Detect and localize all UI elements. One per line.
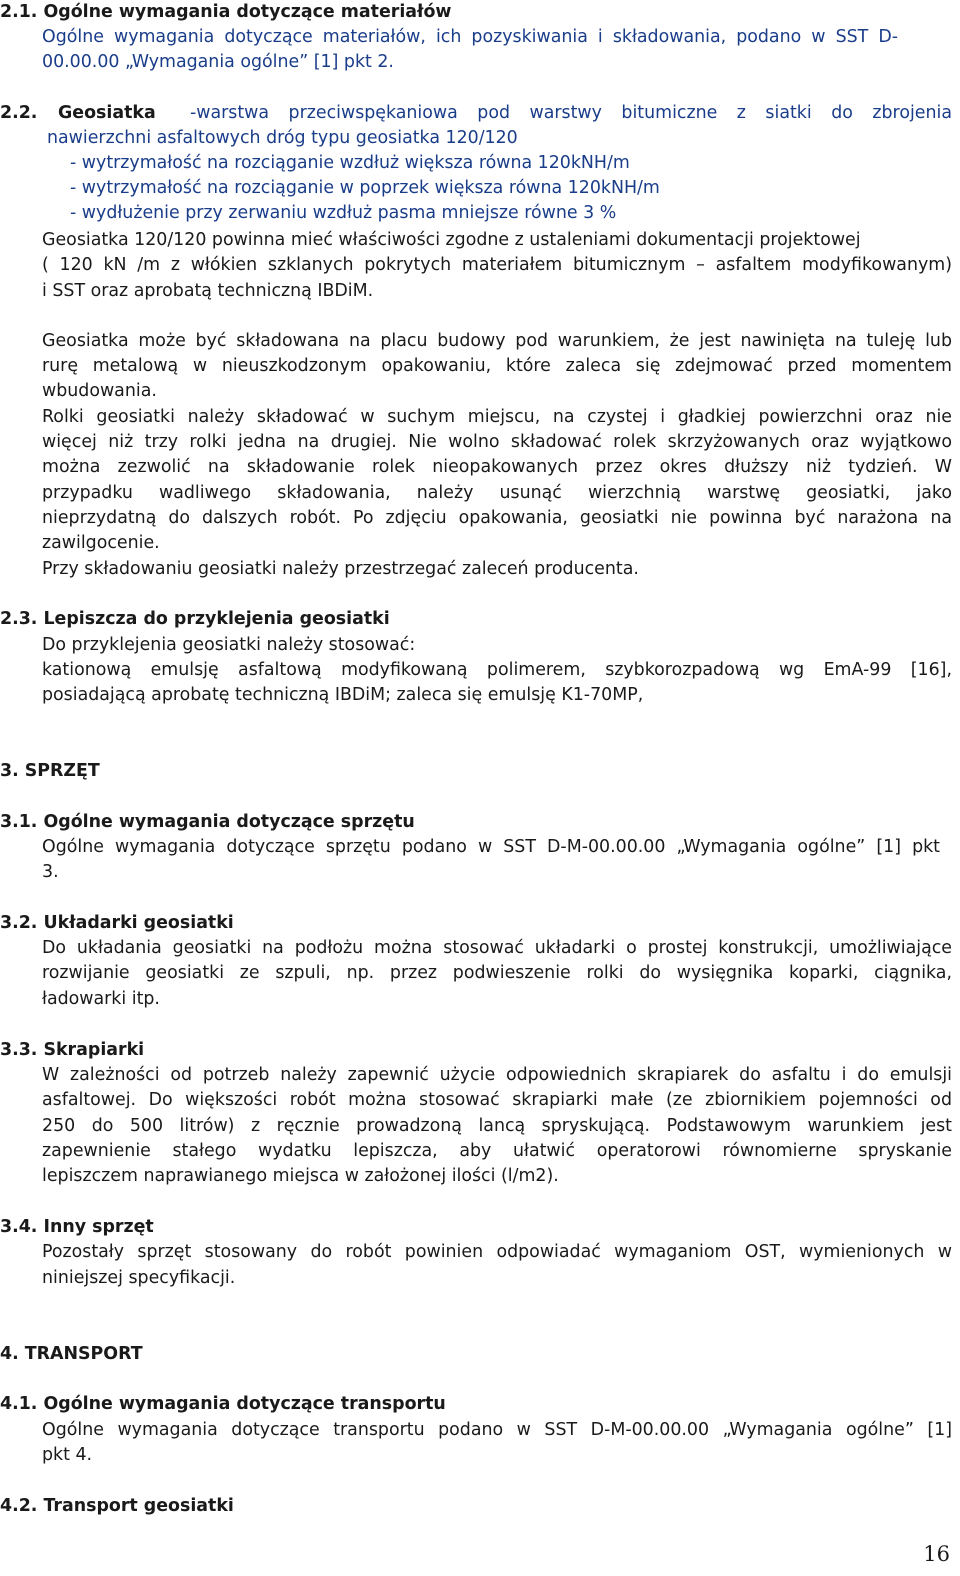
storage-paragraph-line: wbudowania. [42, 381, 157, 401]
section-4-2-heading: 4.2. Transport geosiatki [0, 1496, 234, 1516]
storage-paragraph-line: Geosiatka może być składowana na placu budowy pod warunkiem, że jest nawinięta na tuleję lub [42, 331, 952, 351]
section-3-2-text-line: rozwijanie geosiatki ze szpuli, np. przez podwieszenie rolki do wysięgnika koparki, ciągnika, [42, 963, 952, 983]
section-4-1-heading: 4.1. Ogólne wymagania dotyczące transportu [0, 1394, 446, 1414]
spec-list-item: - wytrzymałość na rozciąganie wzdłuż większa równa 120kNH/m [70, 153, 630, 173]
section-2-3-text-line: posiadającą aprobatę techniczną IBDiM; zaleca się emulsję K1-70MP, [42, 685, 644, 705]
section-3-2-text-line: ładowarki itp. [42, 989, 160, 1009]
rolls-paragraph-line: Rolki geosiatki należy składować w suchym miejscu, na czystej i gładkiej powierzchni oraz nie [42, 407, 952, 427]
section-3-1-heading: 3.1. Ogólne wymagania dotyczące sprzętu [0, 812, 415, 832]
rolls-paragraph-line: nieprzydatną do dalszych robót. Po zdjęciu opakowania, geosiatki nie powinna być narażona na [42, 508, 952, 528]
section-2-3-text-line: kationową emulsję asfaltową modyfikowaną polimerem, szybkorozpadową wg EmA-99 [16], [42, 660, 952, 680]
section-2-1-text-line: 00.00.00 „Wymagania ogólne” [1] pkt 2. [42, 52, 394, 72]
page-number: 16 [923, 1542, 950, 1566]
section-2-2-text-line: i SST oraz aprobatą techniczną IBDiM. [42, 281, 374, 301]
section-2-2-text-line: -warstwa przeciwspękaniowa pod warstwy bitumiczne z siatki do zbrojenia [190, 103, 952, 123]
section-3-3-text-line: 250 do 500 litrów) z ręcznie prowadzoną lancą spryskującą. Podstawowym warunkiem jest [42, 1116, 952, 1136]
section-3-4-text-line: Pozostały sprzęt stosowany do robót powinien odpowiadać wymaganiom OST, wymienionych w [42, 1242, 952, 1262]
section-3-2-heading: 3.2. Układarki geosiatki [0, 913, 234, 933]
section-3-4-heading: 3.4. Inny sprzęt [0, 1217, 154, 1237]
section-3-4-text-line: niniejszej specyfikacji. [42, 1268, 236, 1288]
spec-list-item: - wydłużenie przy zerwaniu wzdłuż pasma mniejsze równe 3 % [70, 203, 617, 223]
rolls-paragraph-line: więcej niż trzy rolki jedna na drugiej. Nie wolno składować rolek skrzyżowanych oraz wyjątkowo [42, 432, 952, 452]
section-2-2-text-line: ( 120 kN /m z włókien szklanych pokrytych materiałem bitumicznym – asfaltem modyfikowanym) [42, 255, 952, 275]
chapter-3-heading: 3. SPRZĘT [0, 761, 100, 781]
section-2-3-heading: 2.3. Lepiszcza do przyklejenia geosiatki [0, 609, 390, 629]
rolls-paragraph-line: można zezwolić na składowanie rolek nieopakowanych przez okres dłuższy niż tydzień. W [42, 457, 952, 477]
section-3-1-text-line: 3. [42, 862, 59, 882]
section-3-3-heading: 3.3. Skrapiarki [0, 1040, 145, 1060]
spec-list-item: - wytrzymałość na rozciąganie w poprzek większa równa 120kNH/m [70, 178, 660, 198]
section-4-1-text-line: Ogólne wymagania dotyczące transportu podano w SST D-M-00.00.00 „Wymagania ogólne” [1] [42, 1420, 952, 1440]
section-2-2-text-line: Geosiatka 120/120 powinna mieć właściwości zgodne z ustaleniami dokumentacji projektowej [42, 230, 861, 250]
section-2-1-text-line: Ogólne wymagania dotyczące materiałów, ich pozyskiwania i składowania, podano w SST D- [42, 27, 898, 47]
section-3-1-text-line: Ogólne wymagania dotyczące sprzętu podano w SST D-M-00.00.00 „Wymagania ogólne” [1] pkt [42, 837, 940, 857]
section-3-3-text-line: zapewnienie stałego wydatku lepiszcza, aby ułatwić operatorowi równomierne spryskanie [42, 1141, 952, 1161]
storage-paragraph-line: rurę metalową w nieuszkodzonym opakowaniu, które zaleca się zdejmować przed momentem [42, 356, 952, 376]
section-3-3-text-line: asfaltowej. Do większości robót można stosować skrapiarki małe (ze zbiornikiem pojemności od [42, 1090, 952, 1110]
producer-note-line: Przy składowaniu geosiatki należy przestrzegać zaleceń producenta. [42, 559, 639, 579]
rolls-paragraph-line: zawilgocenie. [42, 533, 160, 553]
rolls-paragraph-line: przypadku wadliwego składowania, należy usunąć wierzchnią warstwę geosiatki, jako [42, 483, 952, 503]
section-4-1-text-line: pkt 4. [42, 1445, 93, 1465]
section-3-3-text-line: lepiszczem naprawianego miejsca w założonej ilości (l/m2). [42, 1166, 559, 1186]
chapter-4-heading: 4. TRANSPORT [0, 1344, 143, 1364]
section-3-2-text-line: Do układania geosiatki na podłożu można stosować układarki o prostej konstrukcji, umożliwiające [42, 938, 952, 958]
section-2-2-number: 2.2. [0, 103, 38, 123]
section-2-2-text-line: nawierzchni asfaltowych dróg typu geosiatka 120/120 [47, 128, 518, 148]
section-2-2-term: Geosiatka [58, 103, 156, 123]
section-2-3-text-line: Do przyklejenia geosiatki należy stosować: [42, 635, 416, 655]
section-2-1-heading: 2.1. Ogólne wymagania dotyczące materiałów [0, 2, 452, 22]
section-3-3-text-line: W zależności od potrzeb należy zapewnić użycie odpowiednich skrapiarek do asfaltu i do emulsji [42, 1065, 952, 1085]
